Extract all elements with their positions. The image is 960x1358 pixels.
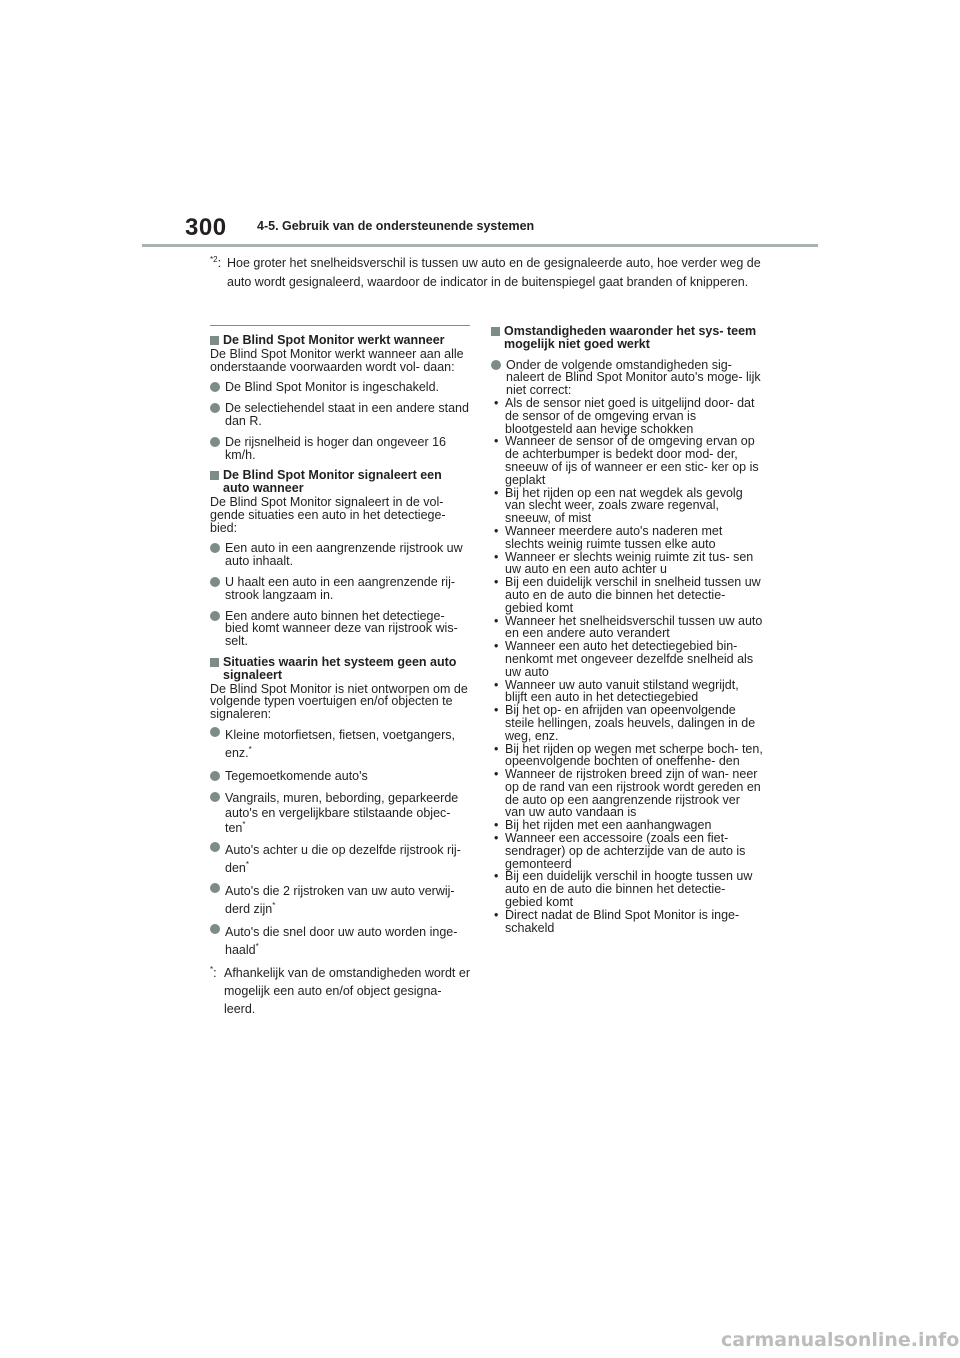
sub-list-item: • Wanneer uw auto vanuit stilstand wegrijdt, blijft een auto in het detectiegebied bbox=[494, 677, 739, 705]
top-footnote bbox=[210, 254, 770, 292]
sub-list-item: • Wanneer een auto het detectiegebied bin- nenkomt met ongeveer dezelfde snelheid als uw auto bbox=[494, 639, 754, 679]
sub-list-item: • Wanneer er slechts weinig ruimte zit tus- sen uw auto en een auto achter u bbox=[494, 549, 754, 577]
sub-list-item: • Wanneer meerdere auto's naderen met slechts weinig ruimte tussen elke auto bbox=[494, 523, 723, 551]
list-item: Tegemoetkomende auto's bbox=[210, 770, 470, 783]
sub-list-item: • Bij het op- en afrijden van opeenvolgende steile hellingen, zoals heuvels, dalingen in de weg, enz. bbox=[494, 703, 756, 743]
circle-bullet-icon bbox=[210, 543, 220, 553]
list-item: U haalt een auto in een aangrenzende rij- strook langzaam in. bbox=[210, 576, 470, 602]
sub-list-item: • Als de sensor niet goed is uitgelijnd door- dat de sensor of de omgeving ervan is blootgesteld aan hevige schokken bbox=[494, 395, 755, 436]
header-divider bbox=[142, 244, 818, 247]
section-heading-monitor-works: De Blind Spot Monitor werkt wanneer bbox=[210, 334, 470, 347]
sub-list-item: • Bij een duidelijk verschil in hoogte tussen uw auto en de auto die binnen het detectie- gebied komt bbox=[494, 869, 753, 910]
circle-bullet-icon bbox=[210, 727, 220, 737]
paragraph: De Blind Spot Monitor is niet ontworpen om de volgende typen voertuigen en/of objecten te signaleren: bbox=[210, 681, 468, 722]
list-item: Vangrails, muren, bebording, geparkeerde auto's en vergelijkbare stilstaande objec- ten* bbox=[210, 791, 470, 836]
footnote-marker: *: bbox=[210, 964, 217, 980]
list-item: De rijsnelheid is hoger dan ongeveer 16 km/h. bbox=[210, 436, 470, 462]
square-bullet-icon bbox=[210, 336, 219, 345]
list-item: Een auto in een aangrenzende rijstrook uw auto inhaalt. bbox=[210, 542, 470, 568]
sub-list-item: • Direct nadat de Blind Spot Monitor is inge- schakeld bbox=[494, 907, 740, 935]
column-divider bbox=[210, 325, 470, 326]
circle-bullet-icon bbox=[210, 577, 220, 587]
section-heading-limitations: Omstandigheden waaronder het sys- teem mogelijk niet goed werkt bbox=[491, 325, 763, 351]
list-item: Onder de volgende omstandigheden sig- naleert de Blind Spot Monitor auto's moge- lijk niet correct: bbox=[491, 359, 763, 397]
section-heading-monitor-signals: De Blind Spot Monitor signaleert een auto wanneer bbox=[210, 469, 470, 495]
sub-list-item: • Wanneer de rijstroken breed zijn of wan- neer op de rand van een rijstrook wordt gereden en de auto op een aangrenzende rijstrook ver van uw auto vandaan is bbox=[494, 767, 761, 820]
circle-bullet-icon bbox=[210, 771, 220, 781]
sub-list-item: • Wanneer een accessoire (zoals een fiet- sendrager) op de achterzijde van de auto is gemonteerd bbox=[494, 831, 746, 871]
list-item: De selectiehendel staat in een andere stand dan R. bbox=[210, 402, 470, 428]
list-item: De Blind Spot Monitor is ingeschakeld. bbox=[210, 381, 470, 394]
sub-list-item: • Bij een duidelijk verschil in snelheid tussen uw auto en de auto die binnen het detectie- gebied komt bbox=[494, 575, 761, 615]
list-item: Een andere auto binnen het detectiege- bied komt wanneer deze van rijstrook wis- selt. bbox=[210, 610, 470, 648]
footnote: *: Afhankelijk van de omstandigheden wordt er mogelijk een auto en/of object gesigna- leerd. bbox=[210, 964, 470, 1016]
square-bullet-icon bbox=[210, 658, 219, 667]
circle-bullet-icon bbox=[210, 883, 220, 893]
left-column bbox=[210, 325, 470, 1018]
watermark: carmanualsonline.info bbox=[721, 1329, 960, 1351]
right-column bbox=[491, 325, 763, 934]
sub-list-item: • Bij het rijden op wegen met scherpe boch- ten, opeenvolgende bochten of oneffenhe- den bbox=[494, 741, 763, 769]
sub-list-item: • Bij het rijden met een aanhangwagen bbox=[494, 818, 712, 833]
section-heading-not-detected: Situaties waarin het systeem geen auto signaleert bbox=[210, 656, 470, 682]
list-item: Auto's die 2 rijstroken van uw auto verwij- derd zijn* bbox=[210, 882, 470, 918]
paragraph: De Blind Spot Monitor werkt wanneer aan alle onderstaande voorwaarden wordt vol- daan: bbox=[210, 346, 464, 374]
paragraph: De Blind Spot Monitor signaleert in de vol- gende situaties een auto in het detectiege- bied: bbox=[210, 494, 446, 535]
circle-bullet-icon bbox=[491, 360, 501, 370]
list-item: Kleine motorfietsen, fietsen, voetgangers, enz.* bbox=[210, 726, 470, 762]
square-bullet-icon bbox=[491, 327, 500, 336]
condition-list bbox=[491, 397, 763, 934]
sub-list-item: • Wanneer het snelheidsverschil tussen uw auto en een andere auto verandert bbox=[494, 613, 763, 641]
circle-bullet-icon bbox=[210, 437, 220, 447]
sub-list-item: • Wanneer de sensor of de omgeving ervan op de achterbumper is bedekt door mod- der, sneeuw of ijs of wanneer er een stic- ker op is geplakt bbox=[494, 434, 759, 487]
circle-bullet-icon bbox=[210, 924, 220, 934]
top-footnote-marker: $^{*2}$: bbox=[210, 254, 222, 270]
circle-bullet-icon bbox=[210, 792, 220, 802]
circle-bullet-icon bbox=[210, 842, 220, 852]
page-number: 300 bbox=[185, 214, 227, 241]
sub-list-item: • Bij het rijden op een nat wegdek als gevolg van slecht weer, zoals zware regenval, sneeuw, of mist bbox=[494, 485, 743, 526]
section-title: 4-5. Gebruik van de ondersteunende systemen bbox=[257, 219, 535, 233]
circle-bullet-icon bbox=[210, 611, 220, 621]
top-footnote-text: Hoe groter het snelheidsverschil is tussen uw auto en de gesignaleerde auto, hoe verder weg de auto wordt gesignaleerd, waardoor de indicator in de buitenspiegel gaat branden of knipperen. bbox=[227, 256, 761, 289]
list-item: Auto's die snel door uw auto worden inge- haald* bbox=[210, 923, 470, 959]
circle-bullet-icon bbox=[210, 382, 220, 392]
list-item: Auto's achter u die op dezelfde rijstrook rij- den* bbox=[210, 841, 470, 877]
square-bullet-icon bbox=[210, 471, 219, 480]
circle-bullet-icon bbox=[210, 403, 220, 413]
